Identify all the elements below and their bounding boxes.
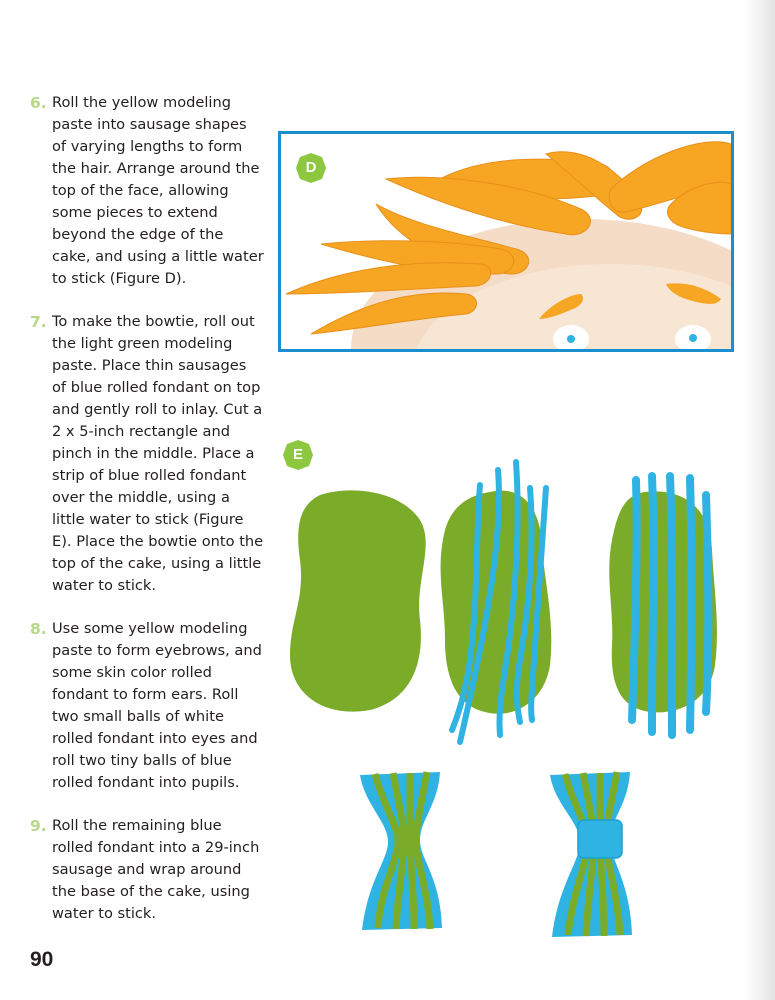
step-number: 9. bbox=[30, 817, 47, 835]
page-number: 90 bbox=[30, 948, 54, 971]
step-text: To make the bowtie, roll out the light green modeling paste. Place thin sausages of blue rolled fondant on top and gently roll to inlay. Cut a 2 x 5-inch rectangle and pinch in the middle. Place a strip of blue rolled fondant over the middle, using a little water to stick (Figure E). Place the bowtie onto the top of the cake, using a little water to stick. bbox=[52, 313, 264, 594]
step-7 bbox=[30, 311, 265, 597]
step-number: 8. bbox=[30, 620, 47, 638]
blue-stripe bbox=[706, 495, 708, 712]
green-paste-inlaid bbox=[609, 491, 717, 712]
step-number: 7. bbox=[30, 313, 47, 331]
figure-label: E bbox=[292, 446, 303, 463]
step-6 bbox=[30, 92, 265, 290]
step-text: Use some yellow modeling paste to form eyebrows, and some skin color rolled fondant to form ears. Roll two small balls of white rolled fondant into eyes and roll two tiny balls of blue rolled fondant into pupils. bbox=[52, 620, 262, 791]
step-number: 6. bbox=[30, 94, 47, 112]
bowtie-pinched bbox=[360, 772, 442, 930]
step-text: Roll the yellow modeling paste into sausage shapes of varying lengths to form the hair. Arrange around the top of the face, allowing some pieces to extend beyond the edge of the cake, and using a little water to stick (Figure D). bbox=[52, 94, 264, 287]
green-paste-plain bbox=[290, 490, 426, 711]
step-8 bbox=[30, 618, 265, 794]
step-text: Roll the remaining blue rolled fondant into a 29-inch sausage and wrap around the base of the cake, using water to stick. bbox=[52, 817, 260, 922]
figure-d-photo bbox=[278, 131, 734, 352]
figure-d-badge bbox=[296, 153, 326, 183]
step-9 bbox=[30, 815, 265, 925]
blue-stripe bbox=[670, 476, 672, 735]
figure-e-illustration bbox=[280, 450, 740, 950]
bowtie-center-strip bbox=[578, 820, 622, 858]
blue-stripe bbox=[632, 480, 637, 720]
figure-d-illustration bbox=[281, 134, 731, 349]
figure-label: D bbox=[305, 159, 317, 176]
instruction-steps bbox=[30, 92, 265, 946]
blue-stripe bbox=[690, 478, 692, 730]
page-edge-shadow bbox=[745, 0, 775, 1000]
figure-e-badge bbox=[283, 440, 313, 470]
bowtie-finished bbox=[550, 772, 632, 937]
figure-e-photo bbox=[280, 450, 740, 950]
blue-stripe bbox=[652, 476, 653, 732]
